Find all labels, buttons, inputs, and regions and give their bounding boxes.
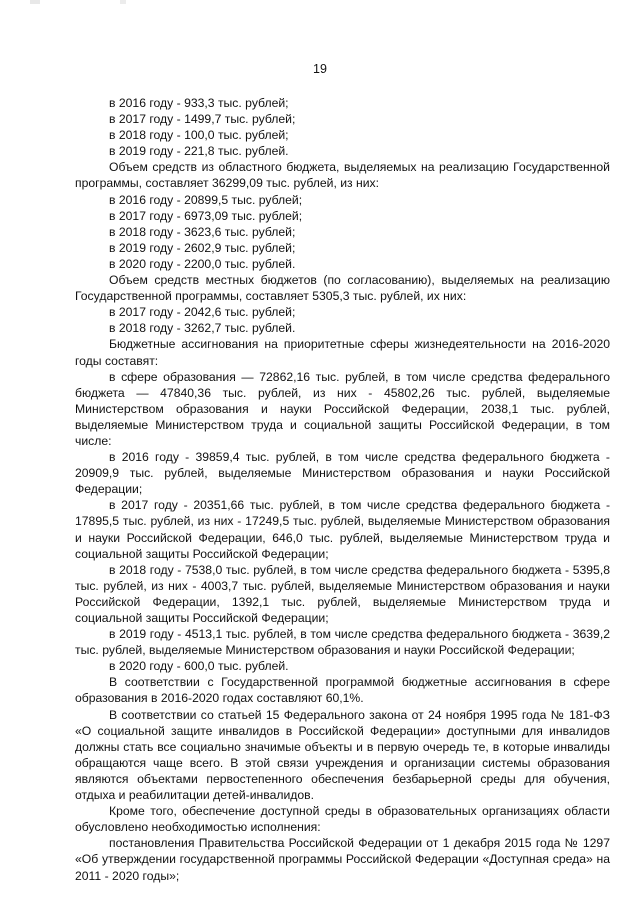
paragraph: в 2019 году - 221,8 тыс. рублей.: [109, 144, 289, 159]
paragraph: в 2019 году - 2602,9 тыс. рублей;: [109, 240, 296, 255]
paragraph: в 2018 году - 100,0 тыс. рублей;: [109, 128, 289, 143]
paragraph: в 2016 году - 39859,4 тыс. рублей, в том числе средства федерального бюджета - 20909,9 тыс. рублей, выделяемые Министерством образования и науки Российской Федерации;: [75, 450, 610, 497]
paragraph: в 2020 году - 2200,0 тыс. рублей.: [109, 256, 296, 271]
paragraph: Кроме того, обеспечение доступной среды в образовательных организациях области обусловлено необходимостью исполнения:: [75, 804, 610, 835]
paragraph: в 2017 году - 6973,09 тыс. рублей;: [109, 208, 303, 223]
paragraph: в 2018 году - 7538,0 тыс. рублей, в том числе средства федерального бюджета - 5395,8 тыс. рублей, из них - 4003,7 тыс. рублей, выделяемые Министерством образования и науки Российской Федерации, 1392,1 тыс. рублей, выделяемые Министерством труда и социальной защиты Российской Федерации;: [75, 562, 610, 625]
paragraph: В соответствии с Государственной программой бюджетные ассигнования в сфере образования в 2016-2020 годах составляют 60,1%.: [75, 675, 610, 706]
paragraph: в сфере образования — 72862,16 тыс. рублей, в том числе средства федерального бюджета — 47840,36 тыс. рублей, из них - 45802,26 тыс. рублей, выделяемые Министерством образования и науки Российской Федерации, 2038,1 тыс. рублей, выделяемые Министерством труда и социальной защиты Российской Федерации, в том числе:: [75, 369, 610, 448]
paragraph: Объем средств местных бюджетов (по согласованию), выделяемых на реализацию Государственной программы, составляет 5305,3 тыс. рублей, их них:: [75, 273, 610, 304]
page-number: 19: [313, 62, 327, 76]
paragraph: в 2018 году - 3623,6 тыс. рублей;: [109, 224, 296, 239]
paragraph: в 2017 году - 2042,6 тыс. рублей;: [109, 305, 296, 320]
paragraph: Бюджетные ассигнования на приоритетные сферы жизнедеятельности на 2016-2020 годы составят:: [75, 337, 610, 368]
paragraph: в 2018 году - 3262,7 тыс. рублей.: [109, 321, 296, 336]
paragraph: в 2016 году - 20899,5 тыс. рублей;: [109, 192, 303, 207]
paragraph: В соответствии со статьей 15 Федерального закона от 24 ноября 1995 года № 181-ФЗ «О социальной защите инвалидов в Российской Федерации» доступными для инвалидов должны стать все социально значимые объекты и в первую очередь те, в которые инвалиды обращаются чаще всего. В этой связи учреждения и организации системы образования являются объектами первостепенного обеспечения безбарьерной среды для обучения, отдыха и реабилитации детей-инвалидов.: [75, 707, 610, 803]
paragraph: в 2017 году - 20351,66 тыс. рублей, в том числе средства федерального бюджета - 17895,5 тыс. рублей, из них - 17249,5 тыс. рублей, выделяемые Министерством образования и науки Российской Федерации, 646,0 тыс. рублей, выделяемые Министерством труда и социальной защиты Российской Федерации;: [75, 498, 610, 561]
paragraph: в 2016 году - 933,3 тыс. рублей;: [109, 96, 289, 110]
scan-artifact: [0, 0, 640, 4]
document-body: [75, 95, 610, 884]
paragraph: Объем средств из областного бюджета, выделяемых на реализацию Государственной программы, составляет 36299,09 тыс. рублей, из них:: [75, 160, 610, 191]
paragraph: постановления Правительства Российской Федерации от 1 декабря 2015 года № 1297 «Об утверждении государственной программы Российской Федерации «Доступная среда» на 2011 - 2020 годы»;: [75, 836, 610, 883]
paragraph: в 2020 году - 600,0 тыс. рублей.: [109, 659, 289, 674]
paragraph: в 2017 году - 1499,7 тыс. рублей;: [109, 112, 296, 127]
paragraph: в 2019 году - 4513,1 тыс. рублей, в том числе средства федерального бюджета - 3639,2 тыс. рублей, выделяемые Министерством образования и науки Российской Федерации;: [75, 627, 610, 658]
